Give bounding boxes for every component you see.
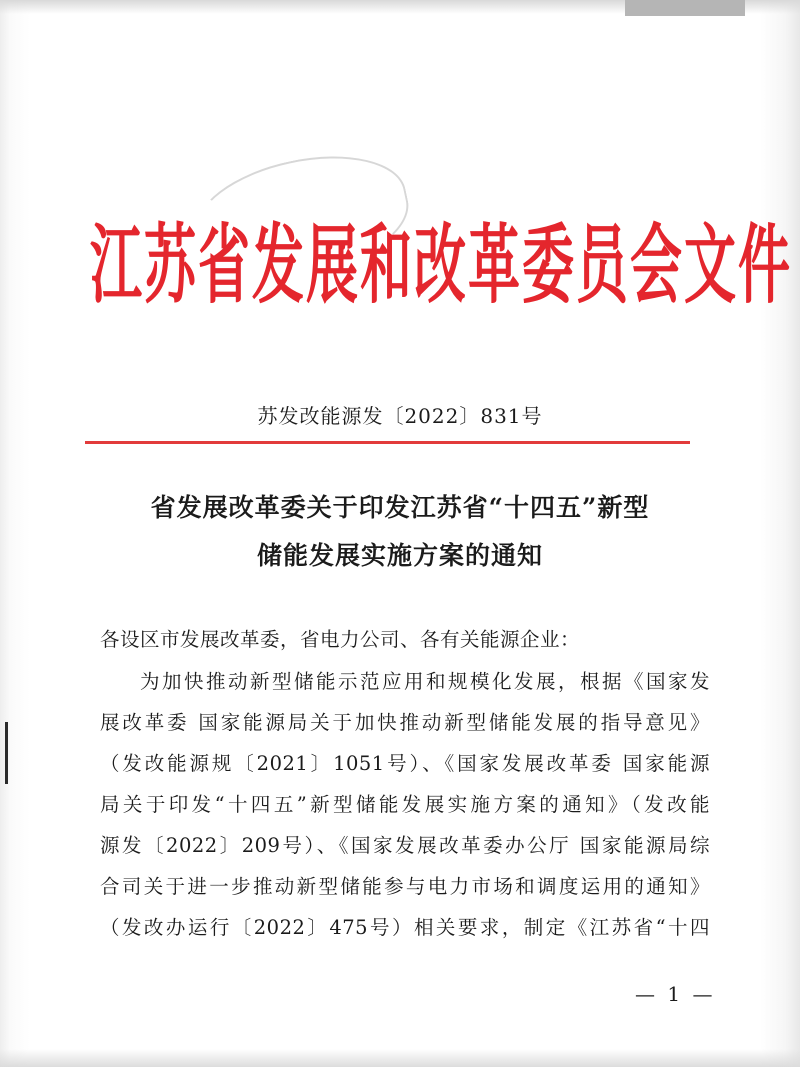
scan-bottom-shadow (0, 1049, 800, 1067)
document-title-line-2: 储能发展实施方案的通知 (256, 541, 543, 570)
body-line: 源发〔2022〕209号）、《国家发展改革委办公厅 国家能源局综 (100, 834, 710, 857)
body-line: 合司关于进一步推动新型储能参与电力市场和调度运用的通知》 (100, 875, 710, 898)
body-line: 为加快推动新型储能示范应用和规模化发展，根据《国家发 (140, 670, 710, 693)
body-line: （发改能源规〔2021〕1051号）、《国家发展改革委 国家能源 (100, 752, 710, 775)
document-number: 苏发改能源发〔2022〕831号 (257, 404, 543, 428)
document-header-title: 江苏省发展和改革委员会文件 (90, 215, 793, 317)
document-title-line-1: 省发展改革委关于印发江苏省“十四五”新型 (150, 493, 650, 522)
red-separator-line (85, 441, 690, 444)
scan-corner-tab (625, 0, 745, 16)
scan-left-mark (5, 722, 8, 784)
salutation: 各设区市发展改革委，省电力公司、各有关能源企业： (100, 628, 581, 651)
body-line: 局关于印发“十四五”新型储能发展实施方案的通知》（发改能 (100, 793, 710, 816)
page-number: — 1 — (635, 982, 716, 1006)
body-line: （发改办运行〔2022〕475号）相关要求，制定《江苏省“十四 (100, 916, 710, 939)
body-line: 展改革委 国家能源局关于加快推动新型储能发展的指导意见》 (100, 711, 710, 734)
